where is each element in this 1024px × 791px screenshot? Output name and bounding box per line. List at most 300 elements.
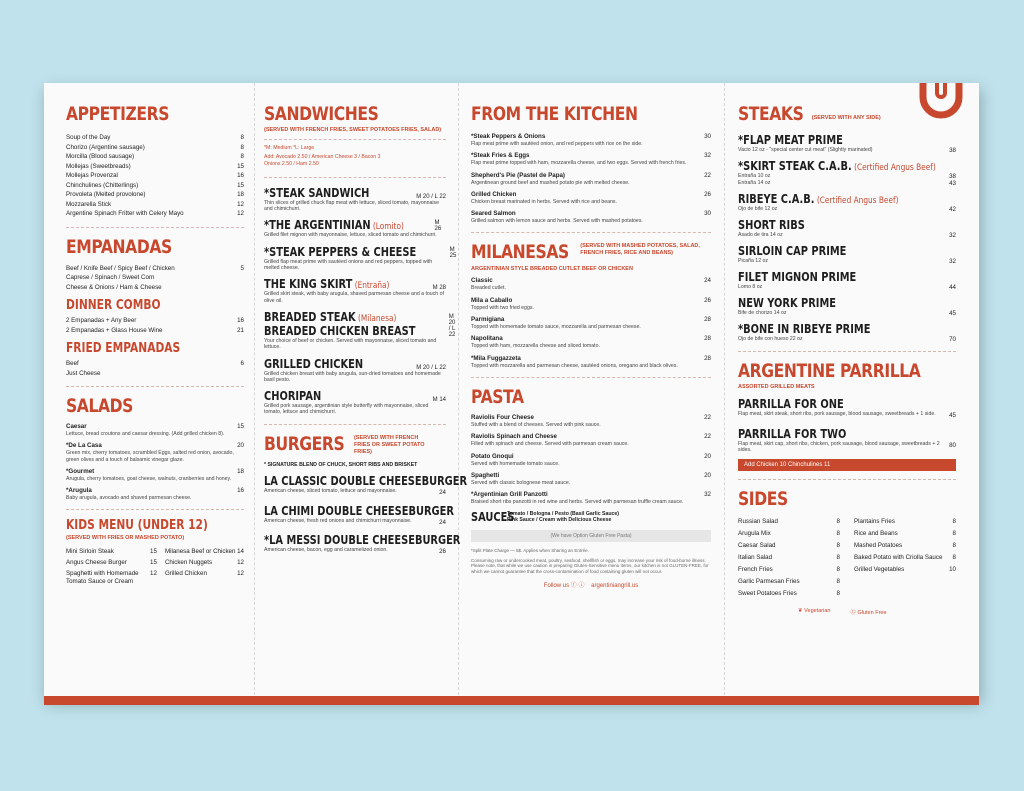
menu-row — [66, 316, 244, 326]
item-name: Mozzarella Stick — [66, 200, 112, 208]
item-price: 22 — [704, 433, 711, 441]
milanesas-subtitle: (SERVED WITH MASHED POTATOES, SALAD, FRENCH FRIES, RICE AND BEANS) — [580, 243, 700, 257]
item-price: 8 — [836, 542, 840, 550]
item-name: Spaghetti — [471, 471, 500, 479]
item-price: 18 — [237, 467, 244, 475]
separator — [264, 424, 446, 425]
steak-item — [738, 133, 956, 154]
sandwich-title-block — [264, 186, 393, 200]
website-link[interactable]: argentiniangrill.us — [591, 583, 639, 590]
item-price: 22 — [704, 413, 711, 421]
item-description: Arugula, cherry tomatoes, goat cheese, walnuts, cranberries and honey. — [66, 475, 232, 482]
sandwich-title-block — [264, 218, 435, 232]
sandwich-name-2: BREADED CHICKEN BREAST — [264, 323, 416, 338]
sandwich-item — [264, 186, 446, 213]
item-name: *Argentinian Grill Panzotti — [471, 491, 548, 499]
steak-price: 32 — [949, 232, 956, 239]
item-price: 24 — [704, 277, 711, 285]
item-name: Classic — [471, 277, 493, 285]
steak-item — [738, 218, 956, 239]
separator — [264, 177, 446, 178]
separator — [738, 479, 956, 480]
item-description: Lettuce, bread croutons and caesar dressing. (Add grilled chicken 8). — [66, 431, 225, 437]
burger-name: LA CHIMI DOUBLE CHEESEBURGER — [264, 503, 454, 518]
item-price: 8 — [952, 542, 956, 550]
item-name: Grilled Chicken — [164, 570, 207, 578]
item-price: 8 — [240, 153, 244, 160]
item-price: 15 — [150, 559, 157, 567]
parrilla-list — [738, 397, 956, 453]
vegetarian-icon: ❦ — [798, 608, 803, 615]
sandwich-name: *STEAK SANDWICH — [264, 185, 370, 200]
item-header — [471, 316, 711, 324]
menu-item — [66, 442, 244, 463]
steak-cut: Lomo 8 oz — [738, 284, 763, 290]
item-name: Beef — [66, 360, 79, 367]
item-price: 8 — [836, 578, 840, 586]
sandwich-header — [264, 244, 457, 259]
item-name: Parmigiana — [471, 316, 505, 324]
steak-name: NEW YORK PRIME — [738, 296, 836, 310]
burger-description: American cheese, fresh red onions and chimichurri mayonnaise. — [264, 517, 412, 524]
separator — [738, 351, 956, 352]
menu-row — [66, 548, 157, 556]
burger-description: American cheese, bacon, egg and caramelized onion. — [264, 547, 388, 554]
burgers-header — [264, 433, 446, 459]
item-name: Raviolis Spinach and Cheese — [471, 433, 557, 441]
menu-row — [66, 143, 244, 153]
item-price: 10 — [949, 566, 956, 574]
sauce-line: Tomato / Bologna / Pesto (Basil Garlic Sauce) — [507, 511, 620, 518]
sandwich-title-block — [264, 310, 449, 338]
item-price: 16 — [237, 172, 244, 179]
steak-item — [738, 159, 956, 187]
item-name: Chorizo (Argentine sausage) — [66, 143, 145, 151]
item-name: Chinchulines (Chitterlings) — [66, 181, 139, 189]
menu-row — [738, 540, 840, 552]
item-price: 8 — [836, 566, 840, 574]
menu-item — [471, 335, 711, 349]
sandwich-header — [264, 357, 446, 371]
steak-item — [738, 296, 956, 317]
separator — [471, 232, 711, 233]
item-price: 20 — [237, 442, 244, 450]
menu-row — [854, 552, 956, 564]
menu-row — [66, 570, 157, 586]
item-price: 32 — [704, 491, 711, 499]
item-price: 12 — [237, 570, 244, 578]
item-name: *Steak Fries & Eggs — [471, 152, 530, 160]
kitchen-title: FROM THE KITCHEN — [471, 103, 638, 125]
parrilla-item — [738, 397, 956, 421]
item-price: 8 — [836, 518, 840, 526]
sauce-line: Pink Sauce / Cream with Delicious Cheese — [507, 517, 612, 524]
menu-row — [165, 570, 244, 578]
item-name: 2 Empanadas + Any Beer — [66, 317, 137, 324]
burger-price: 24 — [439, 489, 446, 497]
steak-line — [738, 206, 956, 213]
item-header — [471, 172, 711, 180]
menu-row — [66, 200, 244, 210]
item-description: Flap meat prime topped with ham, mozzarella cheese, and two eggs. Served with french fries. — [471, 160, 687, 167]
item-name: Caesar — [66, 423, 87, 430]
menu-row — [66, 181, 244, 191]
sandwich-header — [264, 277, 446, 291]
menu-item — [471, 210, 711, 224]
kids-menu-title: KIDS MENU (UNDER 12) — [66, 518, 208, 534]
menu-item — [471, 355, 711, 369]
divider — [458, 83, 460, 695]
sauces-block — [471, 510, 711, 524]
milanesas-header — [471, 241, 711, 263]
kitchen-list — [471, 133, 711, 224]
sandwiches-list — [264, 185, 457, 416]
allergy-warning: Consuming raw or undercooked meat, poultry, seafood, shellfish or eggs, may increase your risk of food-borne illness. Please note, that while we use caution in preparing Gluten-Sensitive menu items, our kitchen is not GLUTEN-FREE, for which we cannot guarantee that the cross-contamination of food containing gluten will not occur. — [471, 557, 709, 574]
menu-row — [165, 559, 244, 567]
steak-price: 45 — [949, 310, 956, 317]
empanadas-title: EMPANADAS — [66, 235, 172, 258]
sandwich-tag: (Milanesa) — [355, 313, 397, 324]
steak-line — [738, 232, 956, 239]
menu-row — [66, 359, 244, 369]
menu-row — [854, 564, 956, 576]
menu-item — [66, 423, 244, 437]
menu-row — [66, 171, 244, 181]
item-header — [471, 277, 711, 285]
menu-row — [854, 528, 956, 540]
gluten-free-pasta-note: (We have Option Gluten Free Pasta) — [471, 530, 711, 542]
item-name: Rice and Beans — [854, 530, 898, 538]
item-name: Mashed Potatoes — [854, 542, 903, 550]
pasta-title: PASTA — [471, 385, 524, 408]
empanadas-line: Caprese / Spinach / Sweet Corn — [66, 274, 155, 281]
gluten-free-icon: Ⓖ — [850, 610, 856, 617]
sandwiches-title: SANDWICHES — [264, 103, 379, 125]
steak-name: FILET MIGNON PRIME — [738, 270, 857, 284]
menu-item — [66, 468, 244, 482]
dinner-combo-list — [66, 316, 244, 335]
item-price: 14 — [237, 548, 244, 556]
appetizers-list — [66, 133, 244, 219]
item-name: French Fries — [738, 566, 773, 574]
sandwich-description: Grilled pork sausage, argentinian style butterfly with mayonnaise, sliced tomato, lettuce and chimichurri. — [264, 403, 429, 416]
separator — [66, 509, 244, 510]
item-name: Baked Potato with Criolla Sauce — [854, 554, 943, 562]
item-name: Plantains Fries — [854, 518, 895, 526]
burger-row — [264, 488, 446, 498]
item-price: 20 — [704, 452, 711, 460]
menu-row — [66, 162, 244, 172]
parrilla-row — [738, 441, 956, 454]
steak-name: SHORT RIBS — [738, 218, 805, 232]
sandwich-name: GRILLED CHICKEN — [264, 356, 364, 371]
item-name: Morcilla (Blood sausage) — [66, 153, 135, 160]
sides-left-list — [738, 516, 840, 600]
menu-item — [66, 487, 244, 501]
column-1 — [66, 103, 244, 589]
divider — [724, 83, 726, 695]
steak-cut: Ojo de bife con hueso 22 oz — [738, 336, 803, 342]
parrilla-price: 45 — [949, 412, 956, 419]
fried-empanadas-title: FRIED EMPANADAS — [66, 341, 181, 356]
steak-name: SIRLOIN CAP PRIME — [738, 244, 847, 258]
item-name: *Arugula — [66, 487, 92, 495]
sides-grid — [738, 516, 956, 600]
item-header — [66, 442, 244, 450]
item-name: Mollejas (Sweetbreads) — [66, 162, 131, 170]
steak-price: 70 — [949, 336, 956, 343]
burgers-list — [264, 474, 468, 557]
burger-price: 24 — [439, 518, 446, 526]
item-description: Served with homemade tomato sauce. — [471, 460, 560, 467]
steak-price: 32 — [949, 258, 956, 265]
menu-item — [471, 453, 711, 467]
burgers-subtitle: (SERVED WITH FRENCH FRIES OR SWEET POTATO FRIES) — [353, 434, 425, 455]
item-header — [66, 468, 244, 476]
parrilla-description: Flap meat, skirt cap, short ribs, chicken, pork sausage, blood sausage, sweetbreads + 2 sides. — [738, 440, 940, 453]
menu-item — [471, 297, 711, 311]
item-header — [66, 423, 244, 431]
steak-cut: Ojo de bife 12 oz — [738, 206, 778, 212]
dinner-combo-title: DINNER COMBO — [66, 298, 161, 313]
salads-list — [66, 423, 244, 501]
vegetarian-legend: ❦ Vegetarian — [798, 608, 831, 615]
item-description: Braised short ribs panzotti in red wine and herbs. Served with parmesan truffle cream sauce. — [471, 499, 684, 506]
item-price: 8 — [952, 530, 956, 538]
sandwich-description: Your choice of beef or chicken. Served with mayonnaise, sliced tomato and lettuce. — [264, 337, 437, 351]
column-2 — [264, 103, 468, 563]
sandwich-description: Grilled flap meat prime with sautéed onions and red peppers, topped with melted cheese. — [264, 258, 433, 272]
sandwich-item — [264, 277, 446, 304]
item-description: Filled with spinach and cheese. Served with parmesan cream sauce. — [471, 441, 629, 448]
sandwich-title-block — [264, 277, 417, 291]
brand-logo-icon — [913, 83, 969, 127]
sandwich-price: M 28 — [432, 285, 446, 292]
steak-name: *FLAP MEAT PRIME — [738, 133, 843, 147]
pasta-list — [471, 414, 711, 505]
menu-item — [471, 172, 711, 186]
sandwich-name: *THE ARGENTINIAN (Lomito) — [264, 218, 404, 233]
item-price: 15 — [237, 181, 244, 189]
milanesas-note: ARGENTINIAN STYLE BREADED CUTLET BEEF OR CHICKEN — [471, 266, 633, 273]
sandwich-title-block — [264, 389, 334, 403]
parrilla-name: PARRILLA FOR TWO — [738, 426, 847, 441]
parrilla-name: PARRILLA FOR ONE — [738, 397, 844, 411]
menu-row — [738, 576, 840, 588]
burger-item — [264, 533, 461, 557]
fried-empanadas-list — [66, 359, 244, 378]
item-description: Topped with homemade tomato sauce, mozzarella and parmesan cheese. — [471, 324, 641, 331]
steak-line — [738, 180, 956, 187]
instagram-icon[interactable]: ⓘ — [578, 583, 585, 590]
item-header — [471, 453, 711, 461]
menu-row — [738, 588, 840, 600]
item-price: 16 — [237, 317, 244, 324]
sandwich-price: M 20 / L 22 — [416, 193, 446, 200]
legend — [738, 608, 956, 616]
item-price: 12 — [150, 570, 157, 578]
sides-title: SIDES — [738, 488, 788, 511]
item-name: Grilled Vegetables — [854, 566, 905, 574]
add-ons-note: Add: Avocado 2.50 / American Cheese 3 / Bacon 3 — [264, 154, 381, 161]
sandwich-item — [264, 309, 456, 351]
item-price: 22 — [704, 171, 711, 179]
item-name: Angus Cheese Burger — [66, 559, 127, 567]
empanadas-list — [66, 264, 244, 293]
item-price: 8 — [240, 143, 244, 151]
steak-price: 44 — [949, 284, 956, 291]
sandwich-tag: (Entraña) — [352, 281, 390, 292]
burger-name: LA CLASSIC DOUBLE CHEESEBURGER — [264, 474, 468, 489]
menu-item — [471, 472, 711, 486]
item-name: Soup of the Day — [66, 134, 111, 141]
item-price: 26 — [704, 190, 711, 198]
parrilla-title: ARGENTINE PARRILLA — [738, 360, 921, 382]
menu-item — [471, 316, 711, 330]
sandwich-description: Grilled chicken breast with baby arugula, sun-dried tomatoes and homemade basil pesto. — [264, 370, 441, 383]
separator — [66, 227, 244, 228]
steak-item — [738, 270, 956, 291]
menu-row — [66, 326, 244, 336]
steak-tag: (Certified Angus Beef) — [851, 163, 936, 173]
item-price: 30 — [704, 133, 711, 140]
sandwich-title-block — [264, 357, 385, 371]
item-description: Green mix, cherry tomatoes, scrambled Eggs, salted red onion, avocado, green olives and a touch of balsamic vinegar glaze. — [66, 450, 234, 463]
item-name: Caesar Salad — [738, 542, 776, 550]
steak-cut: Asado de tira 14 oz — [738, 232, 783, 238]
item-price: 16 — [237, 487, 244, 495]
menu-row — [66, 190, 244, 200]
burger-name: *LA MESSI DOUBLE CHEESEBURGER — [264, 533, 461, 548]
item-price: 8 — [952, 518, 956, 526]
item-name: Arugula Mix — [738, 530, 771, 538]
sizes-note: *M: Medium *L: Large — [264, 145, 315, 151]
item-name: Chicken Nuggets — [164, 559, 213, 567]
menu-row — [738, 564, 840, 576]
follow-us — [471, 580, 711, 589]
menu-row — [854, 516, 956, 528]
item-header — [471, 472, 711, 480]
item-name: Raviolis Four Cheese — [471, 413, 534, 421]
sandwich-item — [264, 389, 446, 416]
item-price: 30 — [704, 210, 711, 218]
separator — [471, 377, 711, 378]
sandwich-price: M 14 — [432, 397, 446, 404]
item-header — [471, 152, 711, 160]
separator — [66, 386, 244, 387]
sandwich-item — [264, 357, 446, 384]
steak-name: RIBEYE C.A.B. (Certified Angus Beef) — [738, 192, 899, 206]
sandwich-price: M 20 / L 22 — [448, 313, 456, 338]
item-price: 18 — [237, 191, 244, 198]
item-description: Topped with mozzarella and parmesan cheese, sautéed onions, oregano and black olives. — [471, 362, 678, 369]
steak-item — [738, 244, 956, 265]
item-price: 21 — [237, 326, 244, 334]
empanadas-line: Beef / Knife Beef / Spicy Beef / Chicken 5 — [66, 264, 244, 272]
item-price: 28 — [704, 316, 711, 324]
item-header — [471, 133, 711, 141]
item-name: Napolitana — [471, 335, 503, 343]
item-price: 8 — [952, 554, 956, 562]
item-name: *Mila Fuggazzeta — [471, 354, 521, 362]
item-description: Grilled salmon with lemon sauce and herbs. Served with mashed potatoes. — [471, 218, 643, 225]
item-description: Chicken breast marinated in herbs. Served with rice and beans. — [471, 198, 617, 205]
item-header — [471, 433, 711, 441]
column-3 — [471, 103, 711, 589]
sandwich-price: M 25 — [449, 246, 457, 259]
item-price: 28 — [704, 335, 711, 343]
item-price: 6 — [240, 360, 244, 367]
item-description: Served with classic bolognese meat sauce. — [471, 479, 571, 486]
item-price: 15 — [150, 548, 157, 556]
item-price: 8 — [240, 134, 244, 141]
appetizers-title: APPETIZERS — [66, 103, 170, 125]
sandwich-name: BREADED STEAK (Milanesa) — [264, 309, 397, 324]
menu-item — [471, 277, 711, 291]
separator — [264, 139, 446, 140]
steak-cut: Vacio 12 oz - "special center cut meat" (Slightly marinated) — [738, 147, 873, 153]
menu-item — [471, 433, 711, 447]
item-price: 8 — [836, 530, 840, 538]
item-description: Stuffed with a blend of cheeses. Served with pink sauce. — [471, 421, 601, 428]
sides-right-list — [854, 516, 956, 600]
item-price: 15 — [237, 162, 244, 170]
item-header — [66, 487, 244, 495]
item-header — [471, 414, 711, 422]
sandwich-tag: (Lomito) — [370, 222, 404, 233]
menu-row — [66, 559, 157, 567]
item-price: 8 — [836, 590, 840, 598]
item-description: Breaded cutlet. — [471, 285, 506, 292]
item-name: Just Cheese — [66, 369, 101, 377]
steaks-subtitle: (SERVED WITH ANY SIDE) — [811, 115, 881, 121]
item-name: Grilled Chicken — [471, 190, 517, 198]
burger-item — [264, 474, 468, 498]
burgers-title: BURGERS — [264, 432, 345, 455]
item-header — [471, 191, 711, 199]
menu-item — [471, 414, 711, 428]
parrilla-row — [738, 411, 956, 421]
sandwich-header — [264, 218, 446, 232]
steak-price: 42 — [949, 206, 956, 213]
steak-price: 43 — [949, 180, 956, 187]
item-header — [471, 491, 711, 499]
sandwich-title-block — [264, 245, 450, 259]
item-name: Sweet Potatoes Fries — [738, 590, 797, 598]
menu-item — [471, 152, 711, 166]
steak-name: *SKIRT STEAK C.A.B. (Certified Angus Beef) — [738, 159, 936, 173]
burgers-note: * SIGNATURE BLEND OF CHUCK, SHORT RIBS AND BRISKET — [264, 461, 418, 468]
sandwich-item — [264, 218, 446, 238]
item-name: Milanesa Beef or Chicken — [164, 548, 236, 556]
follow-label: Follow us — [543, 583, 570, 590]
steak-price: 38 — [949, 173, 956, 180]
item-name: 2 Empanadas + Glass House Wine — [66, 326, 163, 334]
item-name: Seared Salmon — [471, 210, 516, 218]
menu-item — [471, 491, 711, 505]
steak-item — [738, 322, 956, 343]
kids-right-list — [165, 548, 244, 589]
sauces-list — [507, 511, 619, 524]
steak-price: 38 — [949, 147, 956, 154]
menu-row — [738, 516, 840, 528]
steak-cut: Entraña 10 oz — [738, 173, 771, 179]
empanadas-line: Cheese & Onions / Ham & Cheese — [66, 283, 162, 291]
menu-item — [471, 133, 711, 147]
item-name: Mila a Caballo — [471, 296, 513, 304]
item-description: Argentinean ground beef and mashed potato pie with melted cheese. — [471, 179, 630, 186]
facebook-icon[interactable]: ⓕ — [570, 583, 577, 590]
